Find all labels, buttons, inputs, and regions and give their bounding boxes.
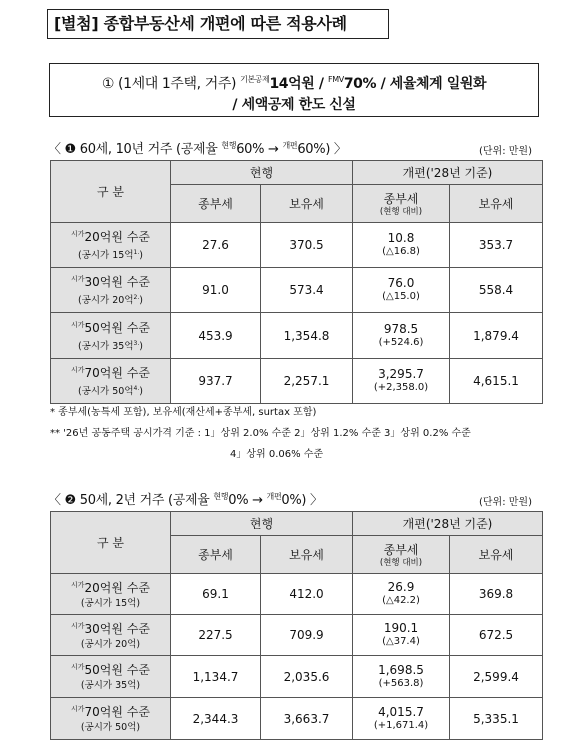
- header-reform: 개편('28년 기준): [353, 161, 543, 185]
- cell-current-tax: 69.1: [171, 574, 261, 615]
- header-current-tax: 종부세: [171, 536, 261, 574]
- headline-line-2: / 세액공제 한도 신설: [232, 97, 356, 113]
- case-headline: [49, 63, 539, 117]
- cell-reform-hold: 558.4: [450, 268, 543, 313]
- section2-title: 〈 ❷ 50세, 2년 거주 (공제율 $^{현행}$0% → $^{개편}$0%) 〉: [48, 492, 323, 508]
- header-reform-hold: 보유세: [450, 536, 543, 574]
- cell-current-hold: 709.9: [261, 615, 353, 656]
- cell-current-hold: 2,257.1: [261, 359, 353, 404]
- cell-current-tax: 1,134.7: [171, 656, 261, 698]
- header-category: 구 분: [51, 512, 171, 574]
- header-reform: 개편('28년 기준): [353, 512, 543, 536]
- cell-current-tax: 453.9: [171, 313, 261, 359]
- headline-line-1: ① (1세대 1주택, 거주) $^{기본공제}$14억원 / $^{FMV}$70% / 세율체계 일원화: [101, 75, 487, 92]
- cell-reform-hold: 4,615.1: [450, 359, 543, 404]
- header-category: 구 분: [51, 161, 171, 223]
- header-current-tax: 종부세: [171, 185, 261, 223]
- footnote-2-cont: 4」상위 0.06% 수준: [230, 449, 324, 460]
- table-row: [51, 359, 543, 404]
- cell-current-hold: 2,035.6: [261, 656, 353, 698]
- header-current-hold: 보유세: [261, 185, 353, 223]
- cell-reform-hold: 369.8: [450, 574, 543, 615]
- section2-unit: (단위: 만원): [479, 497, 532, 508]
- row-label: $^{시가}$20억원 수준 (공시가 15억): [51, 574, 171, 615]
- cell-reform-tax: 190.1 (△37.4): [353, 615, 450, 656]
- cell-current-hold: 370.5: [261, 223, 353, 268]
- attachment-title: [별첨] 종합부동산세 개편에 따른 적용사례: [47, 9, 389, 39]
- section2-table: [50, 511, 543, 740]
- table-row: [51, 268, 543, 313]
- section1-table: [50, 160, 543, 404]
- cell-reform-tax: 978.5 (+524.6): [353, 313, 450, 359]
- header-reform-tax: 종부세 (현행 대비): [353, 185, 450, 223]
- section1-unit: (단위: 만원): [479, 146, 532, 157]
- cell-current-tax: 937.7: [171, 359, 261, 404]
- table-row: [51, 223, 543, 268]
- cell-reform-hold: 5,335.1: [450, 698, 543, 740]
- footnote-1: * 종부세(농특세 포함), 보유세(재산세+종부세, surtax 포함): [50, 407, 317, 418]
- cell-reform-hold: 1,879.4: [450, 313, 543, 359]
- cell-reform-hold: 672.5: [450, 615, 543, 656]
- row-label: $^{시가}$30억원 수준 (공시가 20억): [51, 615, 171, 656]
- cell-reform-tax: 10.8 (△16.8): [353, 223, 450, 268]
- table-row: [51, 574, 543, 615]
- footnote-2: ** '26년 공동주택 공시가격 기준 : 1」상위 2.0% 수준 2」상위 1.2% 수준 3」상위 0.2% 수준: [50, 428, 471, 439]
- row-label: $^{시가}$70억원 수준 (공시가 50억$^{4.}$): [51, 359, 171, 404]
- cell-current-tax: 91.0: [171, 268, 261, 313]
- row-label: $^{시가}$20억원 수준 (공시가 15억$^{1.}$): [51, 223, 171, 268]
- cell-reform-tax: 76.0 (△15.0): [353, 268, 450, 313]
- table-row: [51, 615, 543, 656]
- header-current-hold: 보유세: [261, 536, 353, 574]
- table-row: [51, 656, 543, 698]
- table-row: [51, 698, 543, 740]
- cell-reform-hold: 353.7: [450, 223, 543, 268]
- cell-current-hold: 3,663.7: [261, 698, 353, 740]
- header-reform-tax: 종부세 (현행 대비): [353, 536, 450, 574]
- cell-current-tax: 27.6: [171, 223, 261, 268]
- cell-current-tax: 2,344.3: [171, 698, 261, 740]
- cell-reform-tax: 4,015.7 (+1,671.4): [353, 698, 450, 740]
- row-label: $^{시가}$50억원 수준 (공시가 35억$^{3.}$): [51, 313, 171, 359]
- cell-current-tax: 227.5: [171, 615, 261, 656]
- table-row: [51, 313, 543, 359]
- cell-current-hold: 1,354.8: [261, 313, 353, 359]
- cell-reform-tax: 26.9 (△42.2): [353, 574, 450, 615]
- row-label: $^{시가}$30억원 수준 (공시가 20억$^{2.}$): [51, 268, 171, 313]
- cell-reform-tax: 3,295.7 (+2,358.0): [353, 359, 450, 404]
- header-reform-hold: 보유세: [450, 185, 543, 223]
- cell-reform-hold: 2,599.4: [450, 656, 543, 698]
- cell-current-hold: 573.4: [261, 268, 353, 313]
- cell-reform-tax: 1,698.5 (+563.8): [353, 656, 450, 698]
- section1-title: 〈 ❶ 60세, 10년 거주 (공제율 $^{현행}$60% → $^{개편}$60%) 〉: [48, 141, 347, 157]
- row-label: $^{시가}$70억원 수준 (공시가 50억): [51, 698, 171, 740]
- footnotes: [50, 402, 471, 465]
- row-label: $^{시가}$50억원 수준 (공시가 35억): [51, 656, 171, 698]
- header-current: 현행: [171, 161, 353, 185]
- cell-current-hold: 412.0: [261, 574, 353, 615]
- header-current: 현행: [171, 512, 353, 536]
